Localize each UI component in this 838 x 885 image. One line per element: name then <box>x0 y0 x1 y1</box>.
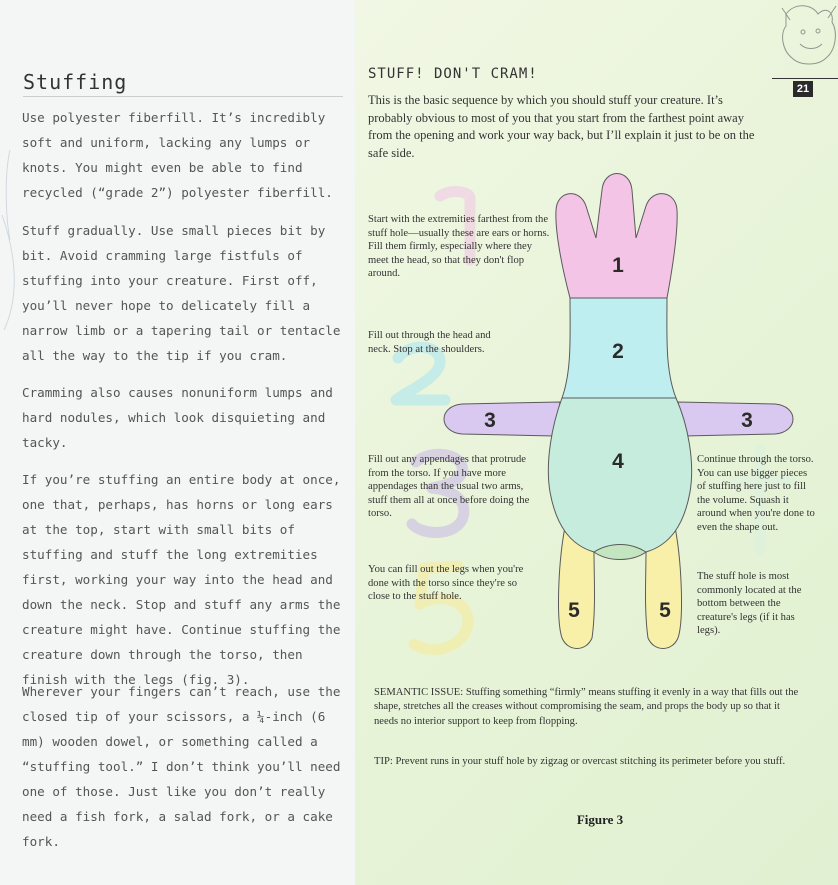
label-left-leg: 5 <box>568 599 580 622</box>
note-stuff-hole: The stuff hole is most commonly located at the bottom between the creature's legs (if it has legs). <box>697 571 802 637</box>
label-right-leg: 5 <box>659 599 671 622</box>
torso-region <box>548 398 691 556</box>
note-step-1: Start with the extremities farthest from the stuff hole—usually these are ears or horns. Fill them firmly, especially where they meet the head, so that they don't flop around. <box>368 214 550 280</box>
right-arm-region <box>678 402 793 436</box>
label-head: 2 <box>612 340 624 363</box>
label-right-arm: 3 <box>741 409 753 432</box>
note-step-2: Fill out through the head and neck. Stop at the shoulders. <box>368 330 491 355</box>
paragraph-stuffing-order: If you’re stuffing an entire body at once, one that, perhaps, has horns or long ears at the top, start with small bits of stuffing and stuff the long extremities first, working your way into the head and down the neck. Stop and stuff any arms the creature might have. Continue stuffing the creature down through the torso, then finish with the legs (fig. 3). <box>22 472 341 687</box>
left-arm-region <box>444 402 560 436</box>
semantic-issue-note: SEMANTIC ISSUE: Stuffing something “firmly” means stuffing it evenly in a way that fills out the shape, stretches all the creases without compromising the seam, and props the body up so that it needs no interior support to keep from flopping. <box>374 687 799 727</box>
note-step-4: Continue through the torso. You can use bigger pieces of stuffing here just to fill the volume. Squash it around when you're done to even the shape out. <box>697 454 815 533</box>
tip-note: TIP: Prevent runs in your stuff hole by zigzag or overcast stitching its perimeter before you stuff. <box>374 756 786 767</box>
note-step-3: Fill out any appendages that protrude from the torso. If you have more appendages than the usual two arms, stuff them all at once before doing the torso. <box>368 454 530 520</box>
note-step-5: You can fill out the legs when you're done with the torso since they're so close to the stuff hole. <box>368 564 524 603</box>
section-title: STUFF! DON'T CRAM! <box>368 66 538 82</box>
paragraph-fiberfill: Use polyester fiberfill. It’s incredibly soft and uniform, lacking any lumps or knots. You might even be able to find recycled (“grade 2”) polyester fiberfill. <box>22 110 333 200</box>
figure-caption: Figure 3 <box>576 812 624 827</box>
paragraph-cramming: Cramming also causes nonuniform lumps and hard nodules, which look disquieting and tacky. <box>22 385 333 450</box>
intro-text: This is the basic sequence by which you should stuff your creature. It’s probably obvious to most of you that you start from the farthest point away from the opening and work your way back, but I’ll explain it just to be on the safe side. <box>368 93 755 160</box>
page-number: 21 <box>793 81 813 97</box>
label-torso: 4 <box>612 450 624 473</box>
paragraph-stuff-gradually: Stuff gradually. Use small pieces bit by bit. Avoid cramming large fistfuls of stuffing into your creature. First off, you’ll never hope to delicately fill a narrow limb or a tapering tail or tentacle all the way to the tip if you cram. <box>22 223 341 363</box>
page-heading: Stuffing <box>23 70 128 94</box>
ears-region <box>556 174 677 299</box>
label-ears: 1 <box>612 254 624 277</box>
paragraph-tools: Wherever your fingers can’t reach, use the closed tip of your scissors, a ¼-inch (6 mm) wooden dowel, or something called a “stuffing tool.” I don’t think you’ll need one of those. Just like you don’t really need a fish fork, a salad fork, or a cake fork. <box>22 684 341 849</box>
label-left-arm: 3 <box>484 409 496 432</box>
